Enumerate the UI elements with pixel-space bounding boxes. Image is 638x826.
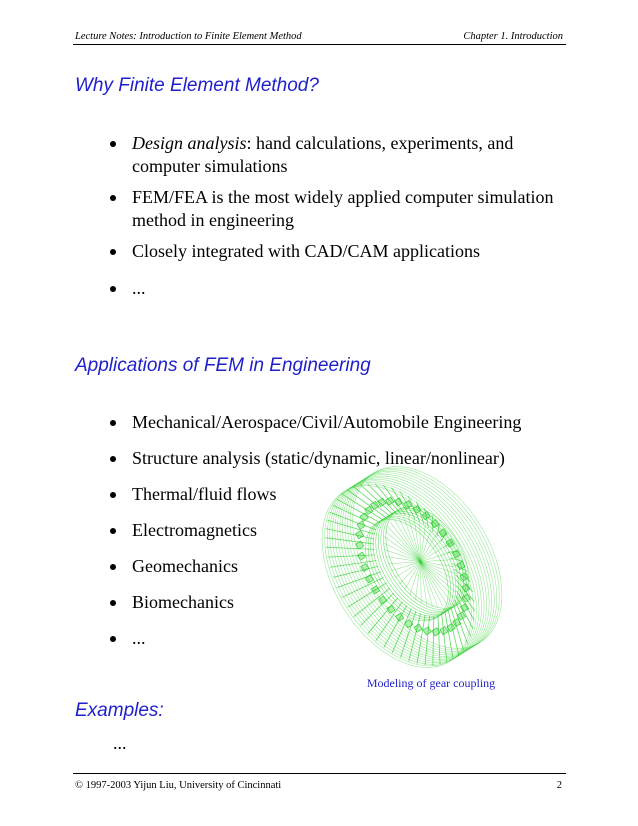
bullet-icon [110, 141, 116, 147]
list-item-text: ... [132, 278, 146, 298]
bullet-icon [110, 249, 116, 255]
list-item-text: Thermal/fluid flows [132, 484, 277, 504]
bullet-icon [110, 636, 116, 642]
bullet-icon [110, 564, 116, 570]
list-item-emphasis: Design analysis [132, 133, 247, 153]
bullet-icon [110, 600, 116, 606]
list-item-text: Electromagnetics [132, 520, 257, 540]
list-item [106, 240, 576, 263]
gear-coupling-mesh-figure [300, 455, 520, 675]
section-heading-examples: Examples: [75, 700, 164, 721]
list-item [106, 277, 576, 300]
footer-copyright: © 1997-2003 Yijun Liu, University of Cincinnati [75, 780, 282, 791]
bullet-icon [110, 528, 116, 534]
examples-text: ... [113, 733, 127, 753]
bullet-icon [110, 420, 116, 426]
bullet-icon [110, 456, 116, 462]
page-number: 2 [556, 780, 562, 791]
list-item [106, 132, 576, 178]
list-item-text: Geomechanics [132, 556, 238, 576]
list-item-text: Structure analysis (static/dynamic, linear/nonlinear) [132, 448, 505, 468]
header-rule [73, 44, 566, 45]
list-item-text: : hand calculations, experiments, and computer simulations [132, 133, 514, 176]
bullet-icon [110, 492, 116, 498]
section-heading-applications: Applications of FEM in Engineering [75, 355, 371, 376]
bullet-icon [110, 195, 116, 201]
list-item-text: ... [132, 628, 146, 648]
list-item-text: Mechanical/Aerospace/Civil/Automobile Engineering [132, 412, 522, 432]
figure-caption: Modeling of gear coupling [366, 676, 496, 690]
list-item [106, 186, 576, 232]
section-heading-why-fem: Why Finite Element Method? [75, 75, 319, 96]
header-chapter: Chapter 1. Introduction [463, 31, 563, 42]
list-item-text: Closely integrated with CAD/CAM applications [132, 241, 480, 261]
mesh-lines [300, 455, 520, 675]
list-item [106, 411, 576, 434]
header-course-title: Lecture Notes: Introduction to Finite Element Method [75, 31, 302, 42]
footer-rule [73, 773, 566, 774]
list-item-text: FEM/FEA is the most widely applied computer simulation method in engineering [132, 187, 554, 230]
list-item-text: Biomechanics [132, 592, 234, 612]
bullet-icon [110, 286, 116, 292]
why-fem-list [106, 132, 576, 300]
